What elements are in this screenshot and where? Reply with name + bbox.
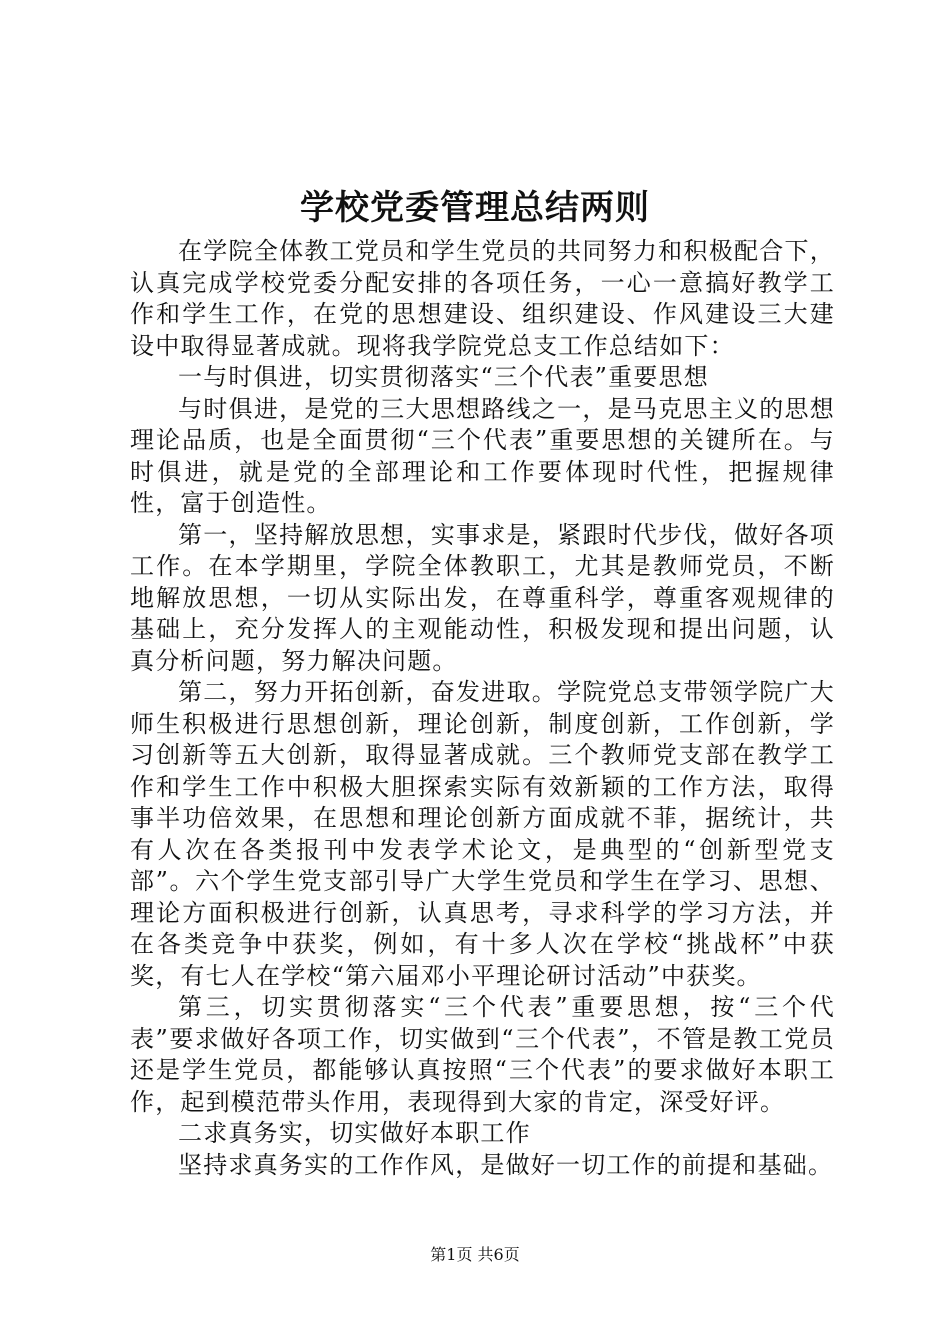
section-heading-2: 二求真务实，切实做好本职工作 bbox=[178, 1119, 531, 1147]
paragraph-first: 第一，坚持解放思想，实事求是，紧跟时代步伐，做好各项工作。在本学期里，学院全体教职工，尤其是教师党员，不断地解放思想，一切从实际出发，在尊重科学，尊重客观规律的基础上，充分发挥人的主观能动性，积极发现和提出问题，认真分析问题，努力解决问题。 bbox=[130, 520, 835, 675]
document-body bbox=[130, 236, 835, 1181]
paragraph-second: 第二，努力开拓创新，奋发进取。学院党总支带领学院广大师生积极进行思想创新，理论创新，制度创新，工作创新，学习创新等五大创新，取得显著成就。三个教师党支部在教学工作和学生工作中积极大胆探索实际有效新颖的工作方法，取得事半功倍效果，在思想和理论创新方面成就不菲，据统计，共有人次在各类报刊中发表学术论文，是典型的“创新型党支部”。六个学生党支部引导广大学生党员和学生在学习、思想、理论方面积极进行创新，认真思考，寻求科学的学习方法，并在各类竞争中获奖，例如，有十多人次在学校“挑战杯”中获奖，有七人在学校“第六届邓小平理论研讨活动”中获奖。 bbox=[130, 678, 835, 990]
paragraph-third: 第三，切实贯彻落实“三个代表”重要思想，按“三个代表”要求做好各项工作，切实做到“三个代表”，不管是教工党员还是学生党员，都能够认真按照“三个代表”的要求做好本职工作，起到模范带头作用，表现得到大家的肯定，深受好评。 bbox=[130, 993, 835, 1116]
paragraph-intro: 在学院全体教工党员和学生党员的共同努力和积极配合下，认真完成学校党委分配安排的各项任务，一心一意搞好教学工作和学生工作，在党的思想建设、组织建设、作风建设三大建设中取得显著成就。现将我学院党总支工作总结如下： bbox=[130, 237, 835, 360]
page-footer: 第1页 共6页 bbox=[430, 1245, 520, 1264]
section-heading-1: 一与时俱进，切实贯彻落实“三个代表”重要思想 bbox=[178, 363, 709, 391]
paragraph-practical: 坚持求真务实的工作作风，是做好一切工作的前提和基础。 bbox=[178, 1150, 834, 1179]
document-title: 学校党委管理总结两则 bbox=[300, 188, 650, 228]
paragraph-keep-pace: 与时俱进，是党的三大思想路线之一，是马克思主义的思想理论品质，也是全面贯彻“三个代表”重要思想的关键所在。与时俱进，就是党的全部理论和工作要体现时代性，把握规律性，富于创造性。 bbox=[130, 394, 835, 517]
